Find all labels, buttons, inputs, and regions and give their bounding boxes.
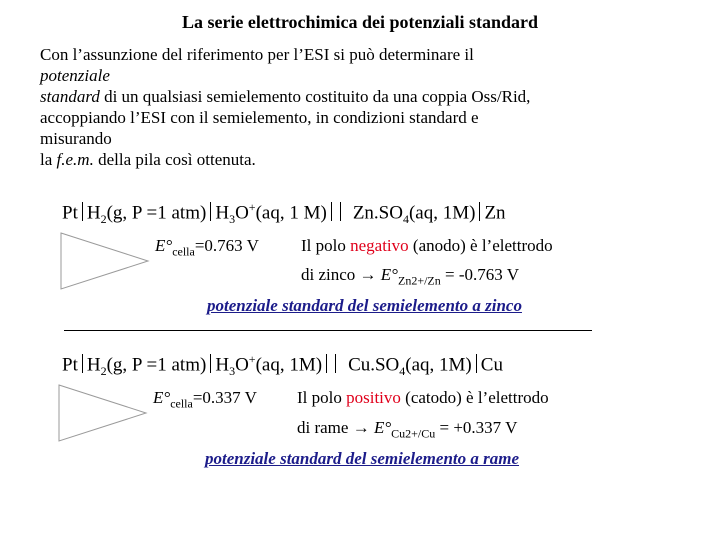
- potential-symbol: E°: [373, 418, 392, 437]
- copper-ecell: [153, 388, 257, 411]
- cell-metal: Zn: [484, 202, 506, 224]
- note-text: Il polo: [301, 236, 351, 255]
- cell-superscript: +: [248, 352, 256, 366]
- zinc-standard-label: potenziale standard del semielemento a zinco: [207, 296, 522, 315]
- cell-pt: Pt: [62, 202, 78, 224]
- phase-boundary: [210, 354, 211, 373]
- intro-text: di un qualsiasi semielemento costituito da una coppia Oss/Rid,: [99, 87, 531, 106]
- cell-subscript: 3: [229, 364, 236, 379]
- phase-boundary: [82, 354, 83, 373]
- cell-condition: (aq, 1M): [405, 354, 472, 376]
- copper-cell-notation: [62, 352, 503, 379]
- potential-subscript: Cu2+/Cu: [391, 426, 436, 441]
- pole-negativo: negativo: [350, 236, 409, 255]
- cell-h3o: H: [215, 354, 230, 376]
- arrow-right-icon: →: [359, 265, 377, 284]
- intro-line: accoppiando l’ESI con il semielemento, in condizioni standard e: [40, 108, 479, 127]
- phase-boundary: [476, 354, 477, 373]
- cell-h3o: H: [215, 202, 230, 224]
- intro-line: potenziale: [40, 66, 110, 85]
- cell-salt: Cu.SO: [348, 354, 400, 376]
- salt-bridge: [326, 354, 344, 376]
- potential-value: = -0.763 V: [440, 265, 519, 284]
- phase-boundary: [82, 202, 83, 221]
- divider: [64, 330, 592, 331]
- cell-subscript: 4: [402, 212, 409, 227]
- ecell-subscript: cella: [170, 396, 193, 411]
- potential-value: = +0.337 V: [435, 418, 518, 437]
- note-text: Il polo: [297, 388, 347, 407]
- zinc-pole-note: [301, 236, 553, 256]
- intro-line: Con l’assunzione del riferimento per l’ESI si può determinare il: [40, 45, 474, 64]
- intro-line: [40, 86, 600, 107]
- cell-condition: (aq, 1M): [255, 354, 323, 376]
- intro-italic: f.e.m.: [56, 150, 94, 169]
- copper-potential: [297, 418, 517, 441]
- arrow-icon: [60, 232, 152, 290]
- cell-h2: H: [86, 202, 101, 224]
- intro-paragraph: [40, 44, 600, 170]
- potential-subscript: Zn2+/Zn: [397, 273, 441, 288]
- ecell-value: =0.337 V: [192, 388, 257, 407]
- page-title: La serie elettrochimica dei potenziali standard: [181, 12, 539, 32]
- ecell-symbol: E°: [155, 236, 173, 255]
- ecell-value: =0.763 V: [194, 236, 259, 255]
- intro-line: misurando: [40, 129, 112, 148]
- note-text: (anodo) è l’elettrodo: [408, 236, 553, 255]
- intro-italic: standard: [40, 87, 100, 106]
- arrow-icon: [58, 384, 150, 442]
- note-text: di zinco: [301, 265, 360, 284]
- copper-pole-note: [297, 388, 549, 408]
- cell-condition: (g, P =1 atm): [106, 202, 207, 224]
- cell-subscript: 2: [100, 364, 107, 379]
- cell-metal: Cu: [480, 354, 503, 376]
- potential-symbol: E°: [380, 265, 398, 284]
- cell-salt: Zn.SO: [352, 202, 403, 224]
- cell-condition: (aq, 1 M): [255, 202, 327, 224]
- cell-condition: (g, P =1 atm): [106, 354, 207, 376]
- pole-positivo: positivo: [346, 388, 401, 407]
- cell-h3o: O: [235, 354, 249, 376]
- phase-boundary: [479, 202, 480, 221]
- zinc-cell-notation: [62, 200, 506, 227]
- phase-boundary: [210, 202, 211, 221]
- note-text: di rame: [297, 418, 353, 437]
- zinc-ecell: [155, 236, 259, 259]
- ecell-symbol: E°: [153, 388, 171, 407]
- cell-subscript: 2: [100, 212, 107, 227]
- ecell-subscript: cella: [172, 244, 195, 259]
- zinc-potential: [301, 265, 519, 288]
- salt-bridge: [331, 202, 349, 224]
- cell-superscript: +: [248, 200, 256, 214]
- note-text: (catodo) è l’elettrodo: [400, 388, 549, 407]
- intro-line: [40, 149, 600, 170]
- arrow-right-icon: →: [352, 418, 370, 437]
- cell-h2: H: [86, 354, 101, 376]
- cell-condition: (aq, 1M): [408, 202, 476, 224]
- copper-standard-label: potenziale standard del semielemento a rame: [205, 449, 520, 468]
- intro-text: della pila così ottenuta.: [93, 150, 256, 169]
- intro-text: la: [40, 150, 57, 169]
- cell-subscript: 3: [229, 212, 236, 227]
- cell-subscript: 4: [399, 364, 406, 379]
- cell-pt: Pt: [62, 354, 78, 376]
- cell-h3o: O: [235, 202, 249, 224]
